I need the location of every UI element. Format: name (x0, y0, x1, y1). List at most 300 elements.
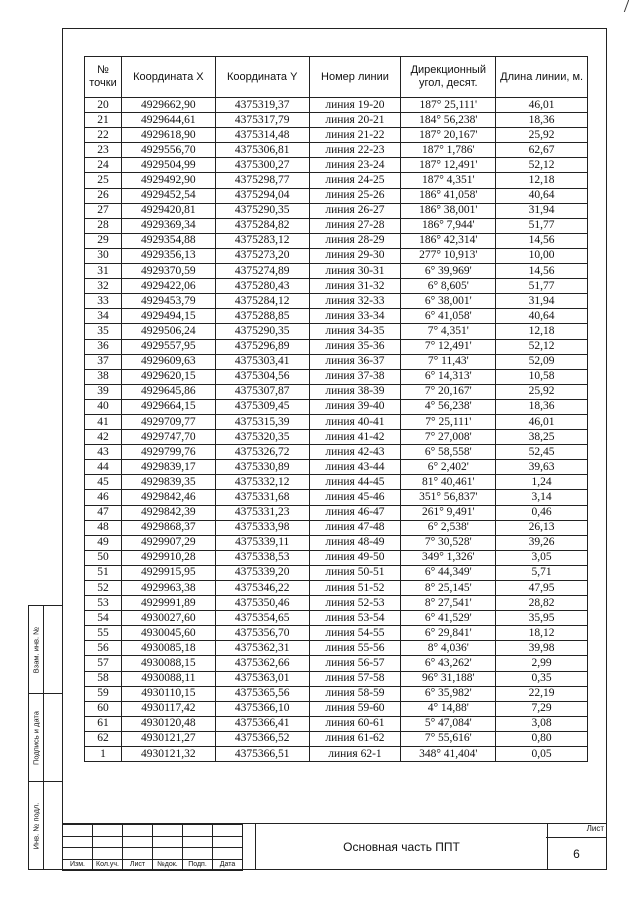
cell-y: 4375320,35 (215, 430, 309, 445)
table-row (85, 626, 588, 641)
table-header-row (85, 57, 588, 98)
cell-y: 4375306,81 (215, 143, 309, 158)
cell-line: линия 42-43 (309, 445, 401, 460)
cell-line: линия 23-24 (309, 158, 401, 173)
cell-y: 4375303,41 (215, 354, 309, 369)
cell-line: линия 57-58 (309, 671, 401, 686)
table-row (85, 460, 588, 475)
cell-y: 4375331,23 (215, 505, 309, 520)
cell-x: 4929868,37 (121, 520, 215, 535)
cell-length: 0,46 (496, 505, 588, 520)
cell-length: 51,77 (496, 218, 588, 233)
cell-point: 45 (85, 475, 122, 490)
table-row (85, 294, 588, 309)
cell-y: 4375309,45 (215, 399, 309, 414)
cell-line: линия 32-33 (309, 294, 401, 309)
cell-angle: 7° 12,491' (401, 339, 496, 354)
corner-mark (616, 0, 629, 12)
cell-point: 25 (85, 173, 122, 188)
cell-line: линия 46-47 (309, 505, 401, 520)
cell-point: 40 (85, 399, 122, 414)
table-row (85, 384, 588, 399)
cell-line: линия 45-46 (309, 490, 401, 505)
cell-y: 4375332,12 (215, 475, 309, 490)
cell-angle: 4° 56,238' (401, 399, 496, 414)
cell-line: линия 50-51 (309, 565, 401, 580)
cell-y: 4375314,48 (215, 128, 309, 143)
cell-angle: 187° 25,111' (401, 98, 496, 113)
cell-point: 44 (85, 460, 122, 475)
cell-line: линия 48-49 (309, 535, 401, 550)
cell-angle: 277° 10,913' (401, 248, 496, 263)
cell-angle: 8° 27,541' (401, 596, 496, 611)
cell-y: 4375288,85 (215, 309, 309, 324)
coordinates-table (84, 56, 588, 762)
cell-y: 4375319,37 (215, 98, 309, 113)
cell-point: 26 (85, 188, 122, 203)
cell-length: 46,01 (496, 414, 588, 429)
cell-line: линия 29-30 (309, 248, 401, 263)
cell-point: 30 (85, 248, 122, 263)
table-row (85, 445, 588, 460)
cell-y: 4375339,20 (215, 565, 309, 580)
cell-y: 4375331,68 (215, 490, 309, 505)
table-row (85, 233, 588, 248)
cell-length: 25,92 (496, 128, 588, 143)
header-x: Координата X (121, 57, 215, 98)
cell-length: 51,77 (496, 279, 588, 294)
cell-y: 4375290,35 (215, 203, 309, 218)
cell-angle: 7° 4,351' (401, 324, 496, 339)
cell-line: линия 52-53 (309, 596, 401, 611)
cell-angle: 6° 29,841' (401, 626, 496, 641)
cell-x: 4929620,15 (121, 369, 215, 384)
header-y: Координата Y (215, 57, 309, 98)
table-row (85, 430, 588, 445)
cell-length: 18,12 (496, 626, 588, 641)
table-row (85, 399, 588, 414)
side-label-replace: Взам. инв. № (31, 626, 41, 673)
cell-y: 4375290,35 (215, 324, 309, 339)
cell-line: линия 41-42 (309, 430, 401, 445)
cell-y: 4375307,87 (215, 384, 309, 399)
cell-angle: 186° 42,314' (401, 233, 496, 248)
cell-length: 7,29 (496, 701, 588, 716)
cell-x: 4929644,61 (121, 113, 215, 128)
cell-angle: 6° 41,058' (401, 309, 496, 324)
cell-length: 52,12 (496, 339, 588, 354)
cell-length: 46,01 (496, 98, 588, 113)
cell-x: 4930110,15 (121, 686, 215, 701)
cell-point: 56 (85, 641, 122, 656)
cell-angle: 187° 1,786' (401, 143, 496, 158)
table-row (85, 143, 588, 158)
cell-line: линия 37-38 (309, 369, 401, 384)
col-signature: Подп. (183, 859, 213, 871)
cell-length: 39,98 (496, 641, 588, 656)
cell-x: 4929839,17 (121, 460, 215, 475)
cell-line: линия 55-56 (309, 641, 401, 656)
cell-y: 4375294,04 (215, 188, 309, 203)
cell-length: 2,99 (496, 656, 588, 671)
sheet-box (546, 824, 607, 870)
cell-x: 4929963,38 (121, 581, 215, 596)
cell-y: 4375346,22 (215, 581, 309, 596)
table-row (85, 324, 588, 339)
title-block (62, 823, 607, 870)
cell-point: 62 (85, 731, 122, 746)
table-row (85, 731, 588, 746)
cell-y: 4375273,20 (215, 248, 309, 263)
cell-line: линия 60-61 (309, 716, 401, 731)
cell-x: 4929839,35 (121, 475, 215, 490)
cell-point: 49 (85, 535, 122, 550)
cell-x: 4929356,13 (121, 248, 215, 263)
cell-length: 35,95 (496, 611, 588, 626)
cell-point: 1 (85, 747, 122, 762)
cell-x: 4929618,90 (121, 128, 215, 143)
cell-line: линия 59-60 (309, 701, 401, 716)
cell-x: 4929370,59 (121, 264, 215, 279)
cell-point: 48 (85, 520, 122, 535)
cell-line: линия 24-25 (309, 173, 401, 188)
cell-length: 0,05 (496, 747, 588, 762)
cell-x: 4929842,39 (121, 505, 215, 520)
cell-length: 14,56 (496, 233, 588, 248)
cell-angle: 187° 4,351' (401, 173, 496, 188)
cell-line: линия 21-22 (309, 128, 401, 143)
cell-length: 3,14 (496, 490, 588, 505)
cell-length: 18,36 (496, 113, 588, 128)
cell-y: 4375315,39 (215, 414, 309, 429)
col-date: Дата (213, 859, 243, 871)
cell-y: 4375330,89 (215, 460, 309, 475)
cell-line: линия 43-44 (309, 460, 401, 475)
cell-angle: 7° 25,111' (401, 414, 496, 429)
cell-length: 0,35 (496, 671, 588, 686)
side-label-signature: Подпись и дата (31, 710, 41, 765)
cell-line: линия 58-59 (309, 686, 401, 701)
table-row (85, 309, 588, 324)
header-line: Номер линии (309, 57, 401, 98)
cell-line: линия 61-62 (309, 731, 401, 746)
cell-y: 4375366,41 (215, 716, 309, 731)
side-cell-signature (29, 694, 62, 782)
cell-angle: 6° 2,538' (401, 520, 496, 535)
cell-x: 4929609,63 (121, 354, 215, 369)
cell-x: 4929709,77 (121, 414, 215, 429)
cell-length: 18,36 (496, 399, 588, 414)
cell-x: 4929453,79 (121, 294, 215, 309)
cell-length: 52,09 (496, 354, 588, 369)
cell-length: 47,95 (496, 581, 588, 596)
cell-length: 0,80 (496, 731, 588, 746)
cell-y: 4375304,56 (215, 369, 309, 384)
cell-x: 4930045,60 (121, 626, 215, 641)
cell-length: 14,56 (496, 264, 588, 279)
cell-length: 52,45 (496, 445, 588, 460)
cell-point: 61 (85, 716, 122, 731)
cell-point: 51 (85, 565, 122, 580)
cell-x: 4929991,89 (121, 596, 215, 611)
cell-line: линия 54-55 (309, 626, 401, 641)
cell-y: 4375363,01 (215, 671, 309, 686)
cell-line: линия 47-48 (309, 520, 401, 535)
revision-grid (62, 824, 243, 871)
cell-y: 4375326,72 (215, 445, 309, 460)
side-cell-original (29, 782, 62, 869)
cell-x: 4929504,99 (121, 158, 215, 173)
cell-x: 4930088,15 (121, 656, 215, 671)
table-row (85, 716, 588, 731)
cell-length: 22,19 (496, 686, 588, 701)
cell-x: 4930117,42 (121, 701, 215, 716)
cell-length: 38,25 (496, 430, 588, 445)
table-row (85, 158, 588, 173)
cell-angle: 186° 38,001' (401, 203, 496, 218)
cell-point: 24 (85, 158, 122, 173)
col-change: Изм. (63, 859, 93, 871)
cell-length: 10,00 (496, 248, 588, 263)
cell-x: 4929910,28 (121, 550, 215, 565)
cell-y: 4375283,12 (215, 233, 309, 248)
cell-x: 4929915,95 (121, 565, 215, 580)
cell-line: линия 36-37 (309, 354, 401, 369)
cell-y: 4375365,56 (215, 686, 309, 701)
cell-y: 4375338,53 (215, 550, 309, 565)
cell-angle: 187° 12,491' (401, 158, 496, 173)
cell-line: линия 38-39 (309, 384, 401, 399)
cell-point: 52 (85, 581, 122, 596)
table-row (85, 369, 588, 384)
cell-point: 39 (85, 384, 122, 399)
cell-point: 46 (85, 490, 122, 505)
cell-length: 25,92 (496, 384, 588, 399)
table-row (85, 581, 588, 596)
cell-angle: 186° 41,058' (401, 188, 496, 203)
cell-line: линия 39-40 (309, 399, 401, 414)
cell-point: 31 (85, 264, 122, 279)
cell-point: 47 (85, 505, 122, 520)
cell-x: 4930121,27 (121, 731, 215, 746)
cell-x: 4929556,70 (121, 143, 215, 158)
cell-length: 12,18 (496, 324, 588, 339)
cell-y: 4375298,77 (215, 173, 309, 188)
cell-line: линия 25-26 (309, 188, 401, 203)
cell-length: 52,12 (496, 158, 588, 173)
cell-line: линия 26-27 (309, 203, 401, 218)
cell-point: 54 (85, 611, 122, 626)
cell-length: 12,18 (496, 173, 588, 188)
table-row (85, 248, 588, 263)
table-row (85, 218, 588, 233)
cell-angle: 6° 2,402' (401, 460, 496, 475)
cell-x: 4929452,54 (121, 188, 215, 203)
cell-x: 4930121,32 (121, 747, 215, 762)
cell-x: 4929907,29 (121, 535, 215, 550)
cell-y: 4375317,79 (215, 113, 309, 128)
col-sheet: Лист (123, 859, 153, 871)
cell-line: линия 56-57 (309, 656, 401, 671)
cell-x: 4929422,06 (121, 279, 215, 294)
cell-angle: 187° 20,167' (401, 128, 496, 143)
cell-point: 34 (85, 309, 122, 324)
table-row (85, 747, 588, 762)
cell-angle: 186° 7,944' (401, 218, 496, 233)
cell-length: 26,13 (496, 520, 588, 535)
table-row (85, 550, 588, 565)
cell-line: линия 49-50 (309, 550, 401, 565)
cell-line: линия 30-31 (309, 264, 401, 279)
table-row (85, 611, 588, 626)
cell-length: 39,26 (496, 535, 588, 550)
side-stamp-strip (28, 605, 63, 870)
cell-point: 59 (85, 686, 122, 701)
cell-angle: 6° 35,982' (401, 686, 496, 701)
cell-point: 36 (85, 339, 122, 354)
cell-length: 3,08 (496, 716, 588, 731)
cell-x: 4929557,95 (121, 339, 215, 354)
cell-x: 4929842,46 (121, 490, 215, 505)
cell-angle: 81° 40,461' (401, 475, 496, 490)
cell-line: линия 20-21 (309, 113, 401, 128)
cell-x: 4930088,11 (121, 671, 215, 686)
cell-angle: 184° 56,238' (401, 113, 496, 128)
table-row (85, 98, 588, 113)
cell-angle: 7° 30,528' (401, 535, 496, 550)
cell-length: 28,82 (496, 596, 588, 611)
cell-point: 28 (85, 218, 122, 233)
cell-length: 31,94 (496, 203, 588, 218)
sheet-label: Лист (546, 824, 607, 838)
cell-x: 4930120,48 (121, 716, 215, 731)
table-row (85, 414, 588, 429)
cell-x: 4929420,81 (121, 203, 215, 218)
cell-y: 4375366,52 (215, 731, 309, 746)
table-row (85, 128, 588, 143)
cell-line: линия 62-1 (309, 747, 401, 762)
table-row (85, 354, 588, 369)
table-row (85, 520, 588, 535)
cell-y: 4375333,98 (215, 520, 309, 535)
cell-length: 62,67 (496, 143, 588, 158)
cell-length: 10,58 (496, 369, 588, 384)
cell-y: 4375284,12 (215, 294, 309, 309)
cell-angle: 8° 25,145' (401, 581, 496, 596)
cell-line: линия 35-36 (309, 339, 401, 354)
cell-line: линия 34-35 (309, 324, 401, 339)
cell-x: 4929662,90 (121, 98, 215, 113)
cell-x: 4929747,70 (121, 430, 215, 445)
cell-x: 4929369,34 (121, 218, 215, 233)
table-row (85, 565, 588, 580)
table-row (85, 188, 588, 203)
header-length: Длина линии, м. (496, 57, 588, 98)
cell-point: 27 (85, 203, 122, 218)
cell-point: 41 (85, 414, 122, 429)
cell-point: 21 (85, 113, 122, 128)
cell-angle: 5° 47,084' (401, 716, 496, 731)
cell-angle: 7° 20,167' (401, 384, 496, 399)
cell-y: 4375366,10 (215, 701, 309, 716)
cell-angle: 7° 11,43' (401, 354, 496, 369)
cell-point: 60 (85, 701, 122, 716)
cell-angle: 8° 4,036' (401, 641, 496, 656)
cell-x: 4929492,90 (121, 173, 215, 188)
cell-angle: 6° 39,969' (401, 264, 496, 279)
table-row (85, 596, 588, 611)
cell-x: 4930027,60 (121, 611, 215, 626)
cell-y: 4375350,46 (215, 596, 309, 611)
cell-line: линия 51-52 (309, 581, 401, 596)
cell-angle: 349° 1,326' (401, 550, 496, 565)
cell-x: 4929799,76 (121, 445, 215, 460)
cell-length: 40,64 (496, 188, 588, 203)
table-row (85, 505, 588, 520)
table-row (85, 113, 588, 128)
cell-angle: 7° 27,008' (401, 430, 496, 445)
table-row (85, 701, 588, 716)
cell-line: линия 33-34 (309, 309, 401, 324)
cell-angle: 6° 41,529' (401, 611, 496, 626)
revision-labels-row (63, 859, 243, 871)
cell-point: 33 (85, 294, 122, 309)
cell-y: 4375362,31 (215, 641, 309, 656)
table-row (85, 535, 588, 550)
sheet-number: 6 (573, 847, 580, 861)
cell-angle: 351° 56,837' (401, 490, 496, 505)
cell-line: линия 19-20 (309, 98, 401, 113)
cell-angle: 6° 43,262' (401, 656, 496, 671)
cell-length: 39,63 (496, 460, 588, 475)
cell-line: линия 27-28 (309, 218, 401, 233)
cell-length: 1,24 (496, 475, 588, 490)
cell-angle: 261° 9,491' (401, 505, 496, 520)
col-docnum: №док. (153, 859, 183, 871)
cell-y: 4375280,43 (215, 279, 309, 294)
cell-x: 4929645,86 (121, 384, 215, 399)
table-row (85, 671, 588, 686)
cell-point: 32 (85, 279, 122, 294)
cell-y: 4375274,89 (215, 264, 309, 279)
cell-angle: 7° 55,616' (401, 731, 496, 746)
table-row (85, 656, 588, 671)
cell-x: 4929354,88 (121, 233, 215, 248)
cell-x: 4930085,18 (121, 641, 215, 656)
cell-point: 37 (85, 354, 122, 369)
cell-point: 55 (85, 626, 122, 641)
table-row (85, 264, 588, 279)
cell-x: 4929506,24 (121, 324, 215, 339)
cell-y: 4375300,27 (215, 158, 309, 173)
cell-y: 4375339,11 (215, 535, 309, 550)
cell-length: 40,64 (496, 309, 588, 324)
cell-point: 50 (85, 550, 122, 565)
cell-point: 22 (85, 128, 122, 143)
cell-line: линия 44-45 (309, 475, 401, 490)
cell-point: 43 (85, 445, 122, 460)
header-point: № точки (85, 57, 122, 98)
table-row (85, 641, 588, 656)
cell-x: 4929664,15 (121, 399, 215, 414)
cell-y: 4375296,89 (215, 339, 309, 354)
cell-point: 35 (85, 324, 122, 339)
cell-line: линия 28-29 (309, 233, 401, 248)
cell-y: 4375366,51 (215, 747, 309, 762)
cell-angle: 96° 31,188' (401, 671, 496, 686)
cell-angle: 6° 58,558' (401, 445, 496, 460)
cell-y: 4375356,70 (215, 626, 309, 641)
